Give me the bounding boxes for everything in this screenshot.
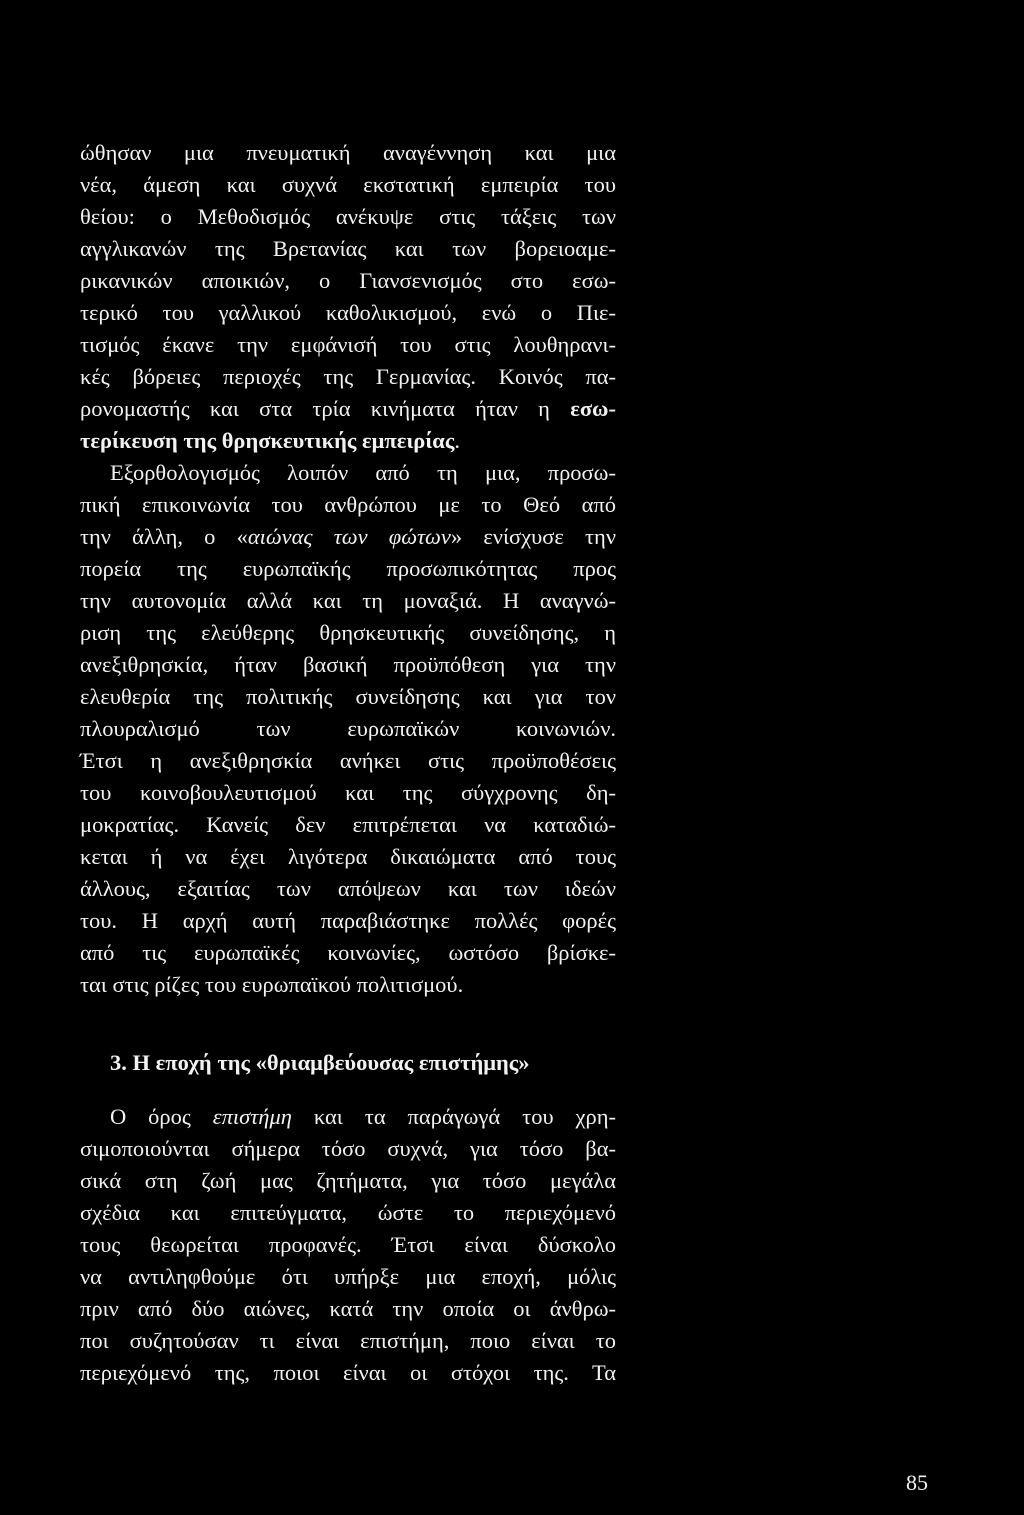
text-line: τερικό του γαλλικού καθολικισμού, ενώ ο Πιε- [80, 300, 616, 325]
text-line: ποι συζητούσαν τι είναι επιστήμη, ποιο είναι το [80, 1328, 616, 1353]
section-gap [80, 1001, 616, 1047]
text-line: τισμός έκανε την εμφάνισή του στις λουθηρανι- [80, 332, 616, 357]
text-line: του κοινοβουλευτισμού και της σύγχρονης δη- [80, 780, 616, 805]
emphasis-bold: τερίκευση της θρησκευτικής εμπειρίας [80, 428, 455, 453]
emphasis-bold: εσω- [570, 396, 616, 421]
text-line: πριν από δύο αιώνες, κατά την οποία οι άνθρω- [80, 1296, 616, 1321]
text-line: ριση της ελεύθερης θρησκευτικής συνείδησης, η [80, 620, 616, 645]
text-line: να αντιληφθούμε ότι υπήρξε μια εποχή, μόλις [80, 1264, 616, 1289]
text-line: ρικανικών αποικιών, ο Γιανσενισμός στο εσω- [80, 268, 616, 293]
text-line: ώθησαν μια πνευματική αναγέννηση και μια [80, 140, 616, 165]
text-line: νέα, άμεση και συχνά εκστατική εμπειρία του [80, 172, 616, 197]
text-run: Ο όρος [110, 1104, 213, 1129]
text-run: ρονομαστής και στα τρία κινήματα ήταν η [80, 396, 571, 421]
text-line: τους θεωρείται προφανές. Έτσι είναι δύσκολο [80, 1232, 616, 1257]
text-line: του. Η αρχή αυτή παραβιάστηκε πολλές φορές [80, 908, 616, 933]
text-line: ται στις ρίζες του ευρωπαϊκού πολιτισμού. [80, 972, 464, 997]
text-line: πική επικοινωνία του ανθρώπου με το Θεό από [80, 492, 616, 517]
text-line: αγγλικανών της Βρετανίας και των βορειοαμε- [80, 236, 616, 261]
text-line: πλουραλισμό των ευρωπαϊκών κοινωνιών. [80, 716, 616, 741]
section-heading: 3. Η εποχή της «θριαμβεύουσας επιστήμης» [110, 1050, 530, 1075]
text-run: και τα παράγωγά του χρη- [291, 1104, 616, 1129]
text-line: μοκρατίας. Κανείς δεν επιτρέπεται να καταδιώ- [80, 812, 616, 837]
text-line [80, 425, 616, 457]
text-line: Έτσι η ανεξιθρησκία ανήκει στις προϋποθέσεις [80, 748, 616, 773]
text-line: περιεχόμενό της, ποιοι είναι οι στόχοι της. Τα [80, 1360, 616, 1385]
paragraph-start: Εξορθολογισμός λοιπόν από τη μια, προσω- [110, 460, 616, 485]
text-run: την άλλη, ο « [80, 524, 248, 549]
text-line: σχέδια και επιτεύγματα, ώστε το περιεχόμενό [80, 1200, 616, 1225]
emphasis-italic: αιώνας των φώτων [247, 524, 451, 549]
heading-gap [80, 1079, 616, 1101]
text-line: σικά στη ζωή μας ζητήματα, για τόσο μεγάλα [80, 1168, 616, 1193]
emphasis-italic: επιστήμη [212, 1104, 292, 1129]
text-line: άλλους, εξαιτίας των απόψεων και των ιδεών [80, 876, 616, 901]
text-line: ελευθερία της πολιτικής συνείδησης και για τον [80, 684, 616, 709]
text-line [80, 521, 616, 553]
text-line: την αυτονομία αλλά και τη μοναξιά. Η αναγνώ- [80, 588, 616, 613]
text-run: . [454, 428, 460, 453]
text-line: πορεία της ευρωπαϊκής προσωπικότητας προς [80, 556, 616, 581]
text-line: ανεξιθρησκία, ήταν βασική προϋπόθεση για την [80, 652, 616, 677]
paragraph-start [80, 1101, 616, 1133]
text-line: κεται ή να έχει λιγότερα δικαιώματα από τους [80, 844, 616, 869]
page-number: 85 [906, 1470, 928, 1495]
text-line: από τις ευρωπαϊκές κοινωνίες, ωστόσο βρίσκε- [80, 940, 616, 965]
body-text [80, 137, 616, 1389]
text-line: κές βόρειες περιοχές της Γερμανίας. Κοινός πα- [80, 364, 616, 389]
text-line [80, 393, 616, 425]
text-line: σιμοποιούνται σήμερα τόσο συχνά, για τόσο βα- [80, 1136, 616, 1161]
text-line: θείου: ο Μεθοδισμός ανέκυψε στις τάξεις των [80, 204, 616, 229]
text-run: » ενίσχυσε την [450, 524, 616, 549]
